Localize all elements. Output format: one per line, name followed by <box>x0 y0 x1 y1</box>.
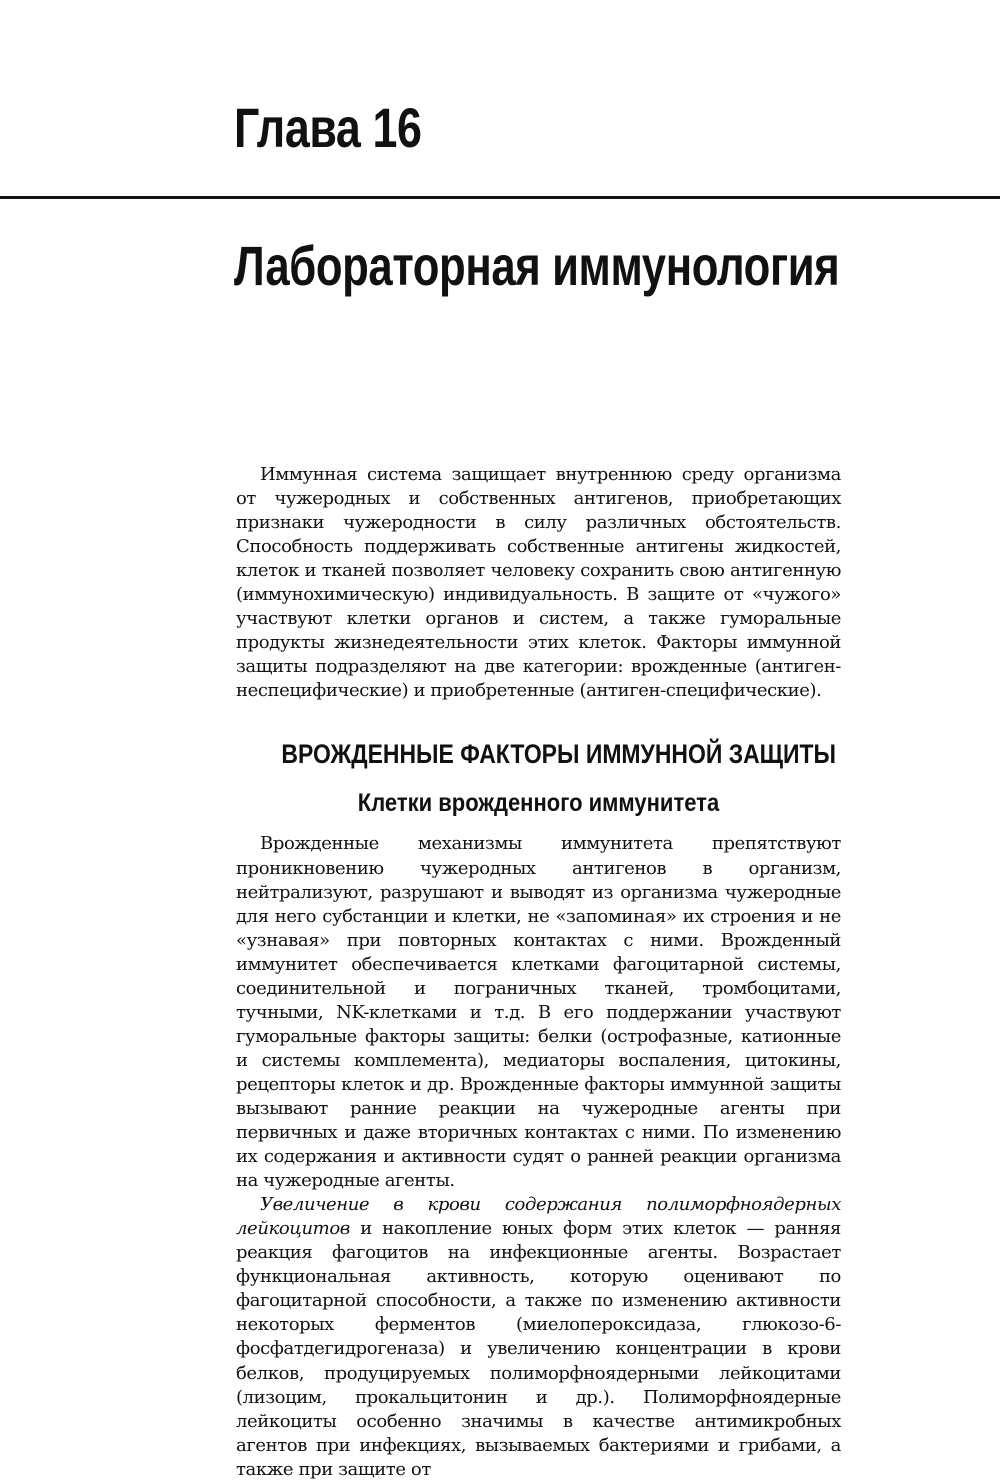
emphasized-term: Увеличение в крови содержания полиморфноядерных лейкоцитов <box>236 1194 841 1240</box>
chapter-divider <box>0 196 1000 199</box>
intro-paragraph: Иммунная система защищает внутреннюю среду организма от чужеродных и собственных антигенов, приобретающих признаки чужеродности в силу различных обстоятельств. Способность поддерживать собственные антигены жидкостей, клеток и тканей позволяет человеку сохранить свою антигенную (иммунохимическую) индивидуальность. В защите от «чужого» участвуют клетки органов и систем, а также гуморальные продукты жизнедеятельности этих клеток. Факторы иммунной защиты подразделяют на две категории: врожденные (антиген-неспецифические) и приобретенные (антиген-специфические). <box>236 464 841 702</box>
chapter-label: Глава 16 <box>234 96 422 159</box>
paragraph-text: и накопление юных форм этих клеток — ранняя реакция фагоцитов на инфекционные агенты. Возрастает функциональная активность, которую оценивают по фагоцитарной способности, а также по изменению активности некоторых ферментов (миелопероксидаза, глюкозо-6-фосфатдегидрогеназа) и увеличению концентрации в крови белков, продуцируемых полиморфноядерными лейкоцитами (лизоцим, прокальцитонин и др.). Полиморфноядерные лейкоциты особенно значимы в качестве антимикробных агентов при инфекциях, вызываемых бактериями и грибами, а также при защите от <box>236 1218 841 1480</box>
subsection-heading: Клетки врожденного иммунитета <box>357 789 720 818</box>
chapter-title: Лабораторная иммунология <box>234 234 840 297</box>
chapter-body <box>236 463 841 1482</box>
section-heading: ВРОЖДЕННЫЕ ФАКТОРЫ ИММУННОЙ ЗАЩИТЫ <box>281 739 837 770</box>
body-paragraph: Врожденные механизмы иммунитета препятствуют проникновению чужеродных антигенов в организм, нейтрализуют, разрушают и выводят из организма чужеродные для него субстанции и клетки, не «запоминая» их строения и не «узнавая» при повторных контактах с ними. Врожденный иммунитет обеспечивается клетками фагоцитарной системы, соединительной и пограничных тканей, тромбоцитами, тучными, NK-клетками и т.д. В его поддержании участвуют гуморальные факторы защиты: белки (острофазные, катионные и системы комплемента), медиаторы воспаления, цитокины, рецепторы клеток и др. Врожденные факторы иммунной защиты вызывают ранние реакции на чужеродные агенты при первичных и даже вторичных контактах с ними. По изменению их содержания и активности судят о ранней реакции организма на чужеродные агенты. <box>236 833 841 1192</box>
body-paragraph-2 <box>236 1193 841 1482</box>
